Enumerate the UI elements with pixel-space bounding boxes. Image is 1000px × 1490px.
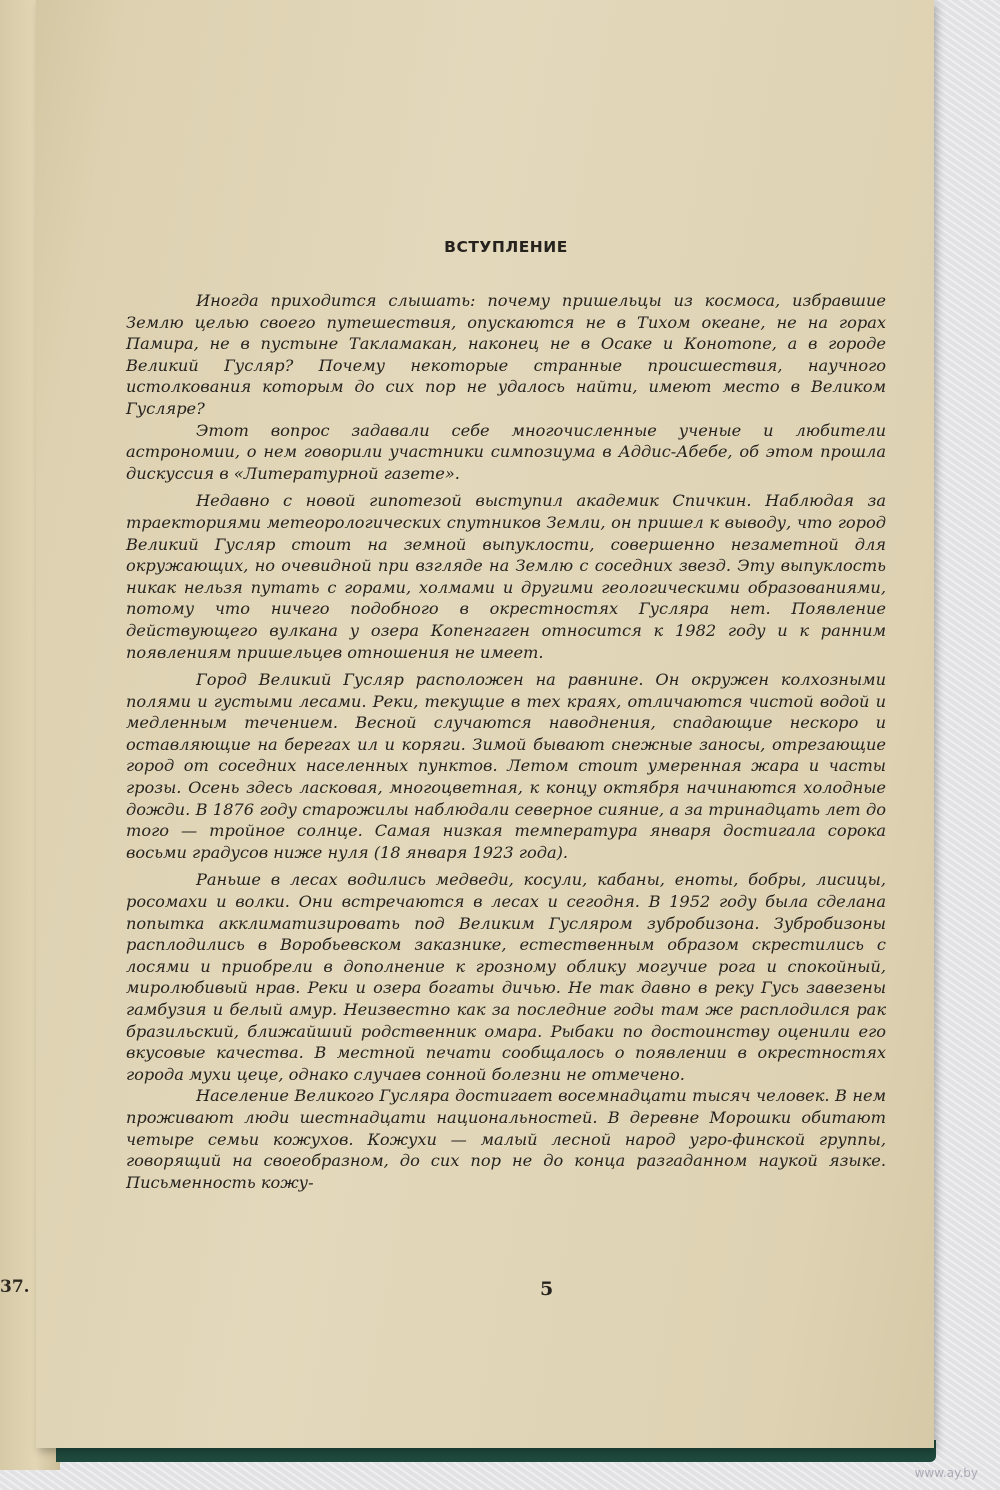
paragraph: Город Великий Гусляр расположен на равнине. Он окружен колхозными полями и густыми лесами. Реки, текущие в тех краях, отличаются чистой водой и медленным течением. Весной случаются наводнения, спадающие нескоро и оставляющие на берегах ил и коряги. Зимой бывают снежные заносы, отрезающие город от соседних населенных пунктов. Летом стоит умеренная жара и часты грозы. Осень здесь ласковая, многоцветная, к концу октября начинаются холодные дожди. В 1876 году старожилы наблюдали северное сияние, а за тринадцать лет до того — тройное солнце. Самая низкая температура января достигала сорока восьми градусов ниже нуля (18 января 1923 года). xyxy=(126,670,886,862)
paragraph: Население Великого Гусляра достигает восемнадцати тысяч человек. В нем проживают люди шестнадцати национальностей. В деревне Морошки обитают четыре семьи кожухов. Кожухи — малый лесной народ угро-финской группы, говорящий на своеобразном, до сих пор не до конца разгаданном наукой языке. Письменность кожу- xyxy=(126,1086,886,1192)
paragraph: Этот вопрос задавали себе многочисленные ученые и любители астрономии, о нем говорили участники симпозиума в Аддис-Абебе, об этом прошла дискуссия в «Литературной газете». xyxy=(126,420,886,483)
chapter-heading: ВСТУПЛЕНИЕ xyxy=(444,238,568,256)
page-content xyxy=(126,238,886,1193)
previous-page-fragment: 37. xyxy=(0,1277,30,1297)
paragraph: Иногда приходится слышать: почему пришельцы из космоса, избравшие Землю целью своего путешествия, опускаются не в Тихом океане, не на горах Памира, не в пустыне Такламакан, наконец не в Осаке и Конотопе, а в городе Великий Гусляр? Почему некоторые странные происшествия, научного истолкования которым до сих пор не удалось найти, имеют место в Великом Гусляре? xyxy=(126,291,886,418)
paragraph: Недавно с новой гипотезой выступил академик Спичкин. Наблюдая за траекториями метеорологических спутников Земли, он пришел к выводу, что город Великий Гусляр стоит на земной выпуклости, совершенно незаметной для окружающих, но очевидной при взгляде на Землю с соседних звезд. Эту выпуклость никак нельзя путать с горами, холмами и другими геологическими образованиями, потому что ничего подобного в окрестностях Гусляра нет. Появление действующего вулкана у озера Копенгаген относится к 1982 году и к ранним появлениям пришельцев отношения не имеет. xyxy=(126,491,886,662)
site-watermark: www.ay.by xyxy=(914,1466,978,1480)
book-page xyxy=(36,0,934,1448)
page-number: 5 xyxy=(540,1278,554,1300)
paragraph: Раньше в лесах водились медведи, косули, кабаны, еноты, бобры, лисицы, росомахи и волки. Они встречаются в лесах и сегодня. В 1952 году была сделана попытка акклиматизировать под Великим Гусляром зубробизона. Зубробизоны расплодились в Воробьевском заказнике, естественным образом скрестились с лосями и приобрели в дополнение к грозному облику могучие рога и спокойный, миролюбивый нрав. Реки и озера богаты дичью. Не так давно в реку Гусь завезены гамбузия и белый амур. Неизвестно как за последние годы там же расплодился рак бразильский, ближайший родственник омара. Рыбаки по достоинству оценили его вкусовые качества. В местной печати сообщалось о появлении в окрестностях города мухи цеце, однако случаев сонной болезни не отмечено. xyxy=(126,870,886,1084)
